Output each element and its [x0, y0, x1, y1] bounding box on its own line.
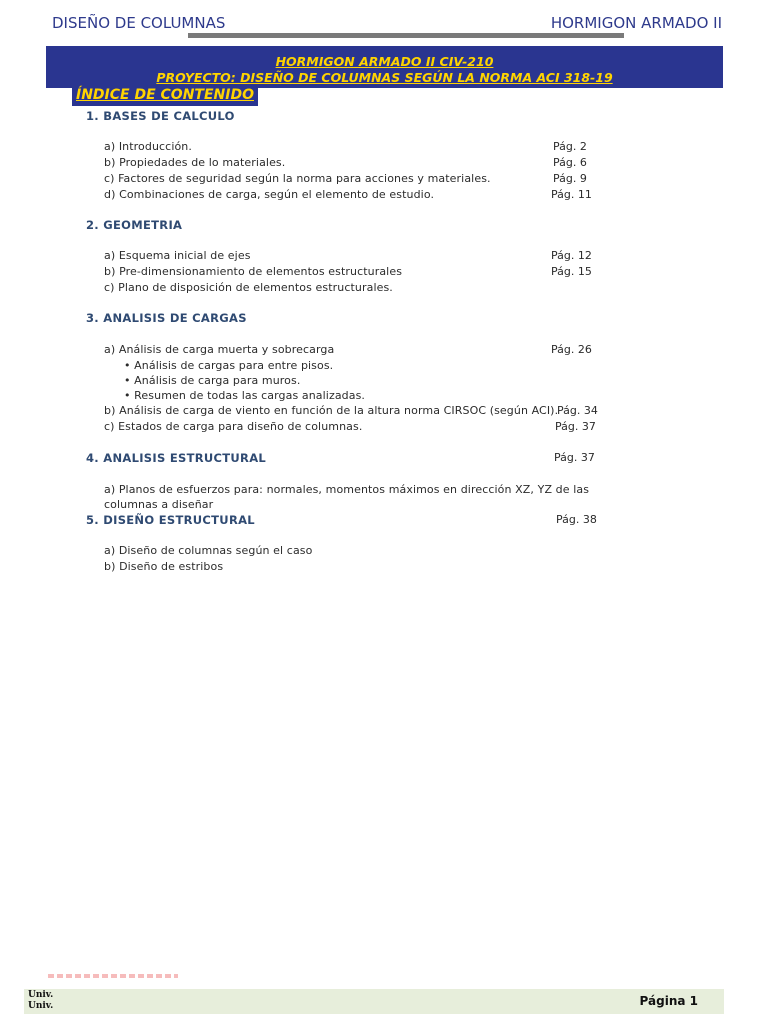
toc-page: Pág. 15	[551, 265, 592, 278]
toc-entry: b) Diseño de estribos	[104, 560, 224, 573]
index-title: ÍNDICE DE CONTENIDO	[76, 87, 254, 103]
toc-page: Pág. 37	[555, 420, 596, 433]
header-rule	[188, 33, 624, 38]
header-course-title: HORMIGON ARMADO II	[550, 14, 722, 32]
toc-entry: c) Plano de disposición de elementos estructurales.	[104, 281, 393, 294]
section-title-4: 4. ANALISIS ESTRUCTURAL	[86, 451, 267, 465]
toc-page: Pág. 12	[551, 249, 592, 262]
section-page: Pág. 38	[556, 513, 597, 526]
banner-course: HORMIGON ARMADO II CIV-210	[275, 54, 494, 69]
banner-project: PROYECTO: DISEÑO DE COLUMNAS SEGÚN LA NORMA ACI 318-19	[156, 70, 613, 85]
toc-subentry: • Análisis de cargas para entre pisos.	[124, 359, 334, 372]
section-title-2: 2. GEOMETRIA	[86, 218, 183, 232]
toc-page: Pág. 26	[551, 343, 592, 356]
toc-entry: a) Análisis de carga muerta y sobrecarga	[104, 343, 335, 356]
section-title-3: 3. ANALISIS DE CARGAS	[86, 311, 247, 325]
toc-entry: c) Estados de carga para diseño de columnas.	[104, 420, 363, 433]
toc-subentry: • Resumen de todas las cargas analizadas.	[124, 389, 366, 402]
toc-entry: d) Combinaciones de carga, según el elemento de estudio.	[104, 188, 435, 201]
toc-entry: c) Factores de seguridad según la norma para acciones y materiales.	[104, 172, 491, 185]
footer-univ-2: Univ.	[28, 1001, 54, 1011]
footer-univ-1: Univ.	[28, 990, 54, 1000]
toc-entry: a) Diseño de columnas según el caso	[104, 544, 313, 557]
toc-page: Pág. 6	[553, 156, 587, 169]
toc-page: Pág. 11	[551, 188, 592, 201]
page-footer	[24, 989, 724, 1014]
faded-footer-text	[48, 974, 178, 978]
header-document-title: DISEÑO DE COLUMNAS	[52, 14, 226, 32]
toc-page: Pág. 2	[553, 140, 587, 153]
toc-entry: b) Pre-dimensionamiento de elementos estructurales	[104, 265, 403, 278]
footer-page-number: Página 1	[639, 994, 698, 1008]
toc-entry: a) Planos de esfuerzos para: normales, momentos máximos en dirección XZ, YZ de las columnas a diseñar	[104, 483, 590, 511]
toc-entry: a) Esquema inicial de ejes	[104, 249, 251, 262]
toc-entry: a) Introducción.	[104, 140, 192, 153]
toc-page: Pág. 9	[553, 172, 587, 185]
toc-entry: b) Análisis de carga de viento en función de la altura norma CIRSOC (según ACI).	[104, 404, 559, 417]
title-banner	[46, 46, 723, 88]
toc-page: Pág. 34	[557, 404, 598, 417]
toc-entry: b) Propiedades de lo materiales.	[104, 156, 286, 169]
index-tab	[72, 88, 258, 106]
section-title-1: 1. BASES DE CALCULO	[86, 109, 235, 123]
toc-subentry: • Análisis de carga para muros.	[124, 374, 301, 387]
section-page: Pág. 37	[554, 451, 595, 464]
section-title-5: 5. DISEÑO ESTRUCTURAL	[86, 513, 255, 527]
